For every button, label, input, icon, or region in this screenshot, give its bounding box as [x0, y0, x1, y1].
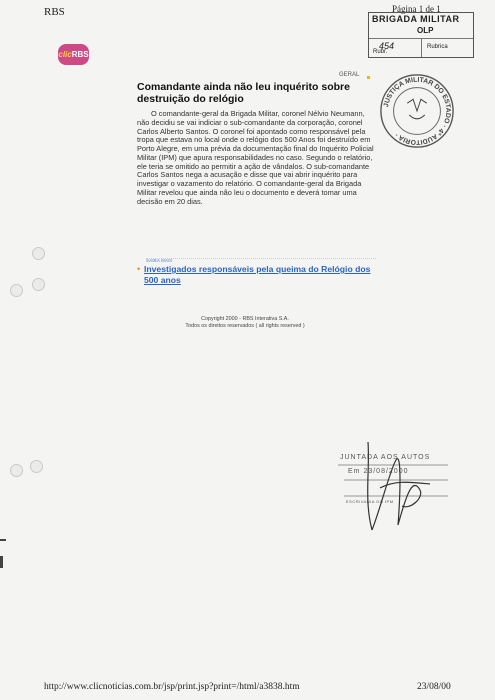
seal-text: JUSTIÇA MILITAR DO ESTADO · 4ª AUDITORIA ·: [383, 76, 452, 146]
related-article-link[interactable]: Investigados responsáveis pela queima do Relógio dos 500 anos: [144, 264, 371, 285]
article-body: O comandante-geral da Brigada Militar, coronel Nélvio Neumann, não decidiu se vai indiciar o sub-comandante da corporação, coronel Carlos Alberto Santos. O coronel foi apontado como responsável pela tropa que estava no local onde o relógio dos 500 Anos foi destruído em Porto Alegre, em uma prévia da documentação final do Inquérito Policial Militar (IPM) que apura responsabilidades no caso. Segundo o relatório, ele teria se omitido ao permitir a ação de vândalos. O sub-comandante Carlos Santos nega a acusação e disse que vai abrir inquérito para investigar o vazamento do relatório. O comandante-geral da Brigada Militar revelou que ainda não leu o documento e deverá tomar uma decisão em 20 dias.: [137, 109, 374, 206]
stamp-divider-vertical: [421, 38, 422, 57]
margin-mark: [0, 539, 6, 541]
related-heading: SAIBA MAIS: [146, 258, 173, 263]
article-title: Comandante ainda não leu inquérito sobre destruição do relógio: [137, 81, 350, 105]
stamp-rubrica-left: Rubr.: [373, 49, 388, 55]
juntada-line3: ESCRIVANIA DO IPM: [346, 499, 394, 504]
court-seal-icon: [378, 72, 456, 150]
filing-hole: [10, 284, 23, 297]
section-label: GERAL: [339, 72, 360, 78]
margin-mark: [0, 556, 3, 568]
juntada-line1: JUNTADA AOS AUTOS: [340, 454, 431, 461]
stamp-line1: BRIGADA MILITAR: [372, 14, 460, 24]
protocol-stamp: [368, 12, 474, 58]
related-divider: [146, 258, 376, 259]
copyright-line: Copyright 2000 - RBS Interativa S.A.: [201, 316, 289, 322]
filing-hole: [32, 278, 45, 291]
stamp-line2: OLP: [417, 26, 434, 35]
footer-url: http://www.clicnoticias.com.br/jsp/print.jsp?print=/html/a3838.htm: [44, 682, 300, 692]
logo-clic: clic: [58, 50, 72, 59]
filing-hole: [10, 464, 23, 477]
stamp-folha-number: 454: [379, 41, 395, 51]
rights-line: Todos os direitos reservados ( all rights reserved ): [185, 323, 305, 329]
filing-hole: [32, 247, 45, 260]
juntada-line2: Em 23/08/2000: [348, 468, 409, 475]
filing-hole: [30, 460, 43, 473]
page-number: Página 1 de 1: [392, 4, 441, 14]
clicrbs-logo: [58, 44, 89, 65]
bullet-icon: •: [137, 264, 141, 274]
header-site-name: RBS: [44, 6, 65, 18]
stamp-rubrica: Rubrica: [427, 44, 448, 50]
section-accent: [367, 76, 370, 79]
handwritten-signature: [350, 430, 440, 540]
footer-date: 23/08/00: [417, 682, 451, 692]
logo-rbs: RBS: [71, 50, 89, 59]
